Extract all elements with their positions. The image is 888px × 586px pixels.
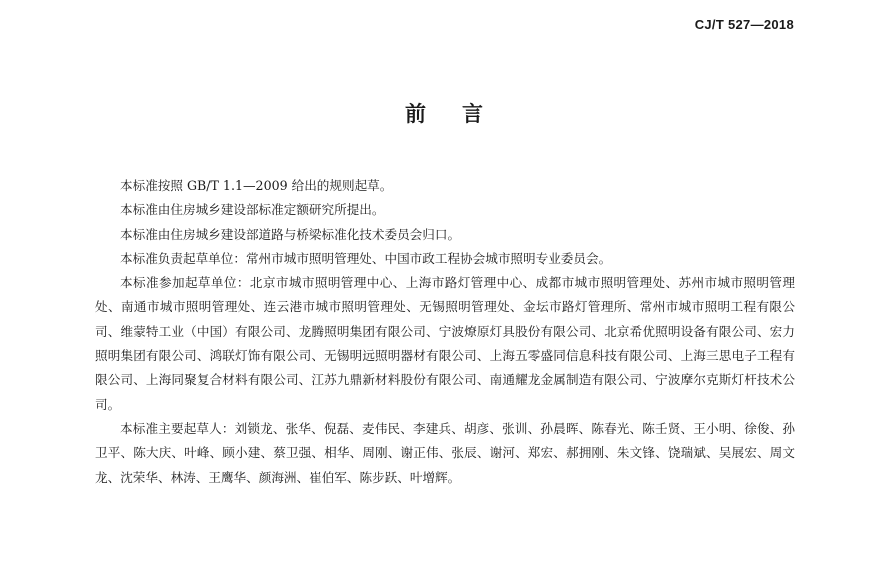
foreword-body (95, 174, 795, 490)
page-title: 前言 (405, 102, 519, 126)
paragraph-technical-committee: 本标准由住房城乡建设部道路与桥梁标准化技术委员会归口。 (120, 226, 461, 242)
paragraph-lead-drafting-units: 本标准负责起草单位：常州市城市照明管理处、中国市政工程协会城市照明专业委员会。 (120, 250, 612, 266)
paragraph-main-drafters: 本标准主要起草人：刘锁龙、张华、倪磊、麦伟民、李建兵、胡彦、张训、孙晨晖、陈春光、陈壬贤、王小明、徐俊、孙卫平、陈大庆、叶峰、顾小建、蔡卫强、相华、周刚、谢正伟、张辰、谢河、郑宏、郝拥刚、朱文锋、饶瑞斌、吴展宏、周文龙、沈荣华、林涛、王鹰华、颜海洲、崔伯军、陈步跃、叶增辉。 (95, 420, 795, 485)
paragraph-participating-units: 本标准参加起草单位：北京市城市照明管理中心、上海市路灯管理中心、成都市城市照明管理处、苏州市城市照明管理处、南通市城市照明管理处、连云港市城市照明管理处、无锡照明管理处、金坛市路灯管理所、常州市城市照明工程有限公司、维蒙特工业（中国）有限公司、龙腾照明集团有限公司、宁波燎原灯具股份有限公司、北京希优照明设备有限公司、宏力照明集团有限公司、鸿联灯饰有限公司、无锡明远照明器材有限公司、上海五零盛同信息科技有限公司、上海三思电子工程有限公司、上海同聚复合材料有限公司、江苏九鼎新材料股份有限公司、南通耀龙金属制造有限公司、宁波摩尔克斯灯杆技术公司。 (95, 275, 795, 412)
paragraph-proposer: 本标准由住房城乡建设部标准定额研究所提出。 (120, 202, 385, 218)
standard-code: CJ/T 527—2018 (694, 17, 794, 32)
paragraph-drafting-rules: 本标准按照 GB/T 1.1—2009 给出的规则起草。 (120, 178, 393, 193)
